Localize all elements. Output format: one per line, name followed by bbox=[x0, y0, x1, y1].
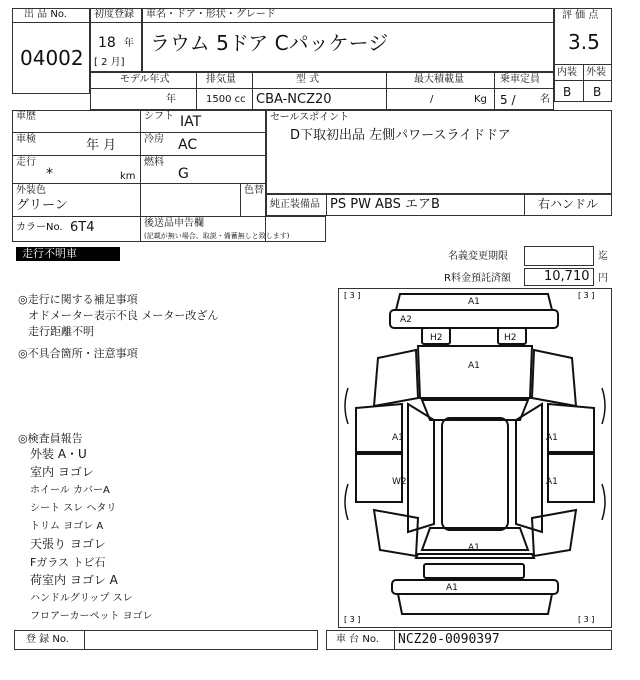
equipment-label: 純正装備品 bbox=[270, 199, 320, 210]
displacement-value: 1500 cc bbox=[206, 94, 246, 105]
damage-diagram bbox=[338, 288, 612, 628]
max-load-label: 最大積載量 bbox=[414, 74, 464, 85]
corner-label: [ 3 ] bbox=[344, 615, 361, 624]
damage-mark: H2 bbox=[430, 333, 443, 343]
damage-mark: W2 bbox=[392, 477, 407, 487]
color-change-label: 色替 bbox=[244, 185, 264, 196]
capacity-label: 乗車定員 bbox=[500, 74, 540, 85]
score-value: 3.5 bbox=[568, 30, 600, 54]
registration-label: 登 録 No. bbox=[26, 634, 69, 645]
first-reg-month: [ 2 月] bbox=[94, 57, 125, 68]
shift-value: IAT bbox=[180, 114, 202, 130]
recycle-value: 10,710 bbox=[544, 269, 590, 284]
sales-point-text: D下取初出品 左側パワースライドドア bbox=[290, 128, 511, 143]
recycle-unit: 円 bbox=[598, 273, 608, 284]
mileage-unit: km bbox=[120, 171, 136, 182]
type-label: 型 式 bbox=[296, 74, 320, 85]
docs-label: 後送品申告欄 bbox=[144, 218, 204, 229]
color-no-value: 6T4 bbox=[70, 220, 95, 235]
interior-grade: B bbox=[563, 85, 572, 99]
first-reg-label: 初度登録 bbox=[94, 9, 134, 20]
mileage-note-1: オドメーター表示不良 メーター改ざん bbox=[28, 309, 219, 322]
fuel-value: G bbox=[178, 166, 189, 182]
exterior-label: 外装 bbox=[586, 67, 606, 78]
damage-mark: H2 bbox=[504, 333, 517, 343]
type-value: CBA-NCZ20 bbox=[256, 92, 332, 107]
damage-mark: A1 bbox=[546, 433, 558, 443]
inspector-line: シート スレ ヘタリ bbox=[30, 503, 117, 514]
inspector-line: Fガラス トビ石 bbox=[30, 556, 106, 569]
inspector-line: 室内 ヨゴレ bbox=[30, 465, 94, 479]
inspector-line: 荷室内 ヨゴレ A bbox=[30, 573, 118, 587]
inspector-line: ハンドルグリップ スレ bbox=[30, 593, 133, 604]
corner-label: [ 3 ] bbox=[578, 291, 595, 300]
damage-mark: A1 bbox=[392, 433, 404, 443]
inspection-value: 年 月 bbox=[86, 138, 117, 153]
corner-label: [ 3 ] bbox=[578, 615, 595, 624]
corner-label: [ 3 ] bbox=[344, 291, 361, 300]
damage-mark: A1 bbox=[446, 583, 458, 593]
model-year-label: モデル年式 bbox=[120, 74, 170, 85]
inspector-line: ホイール カバーA bbox=[30, 485, 110, 496]
inspection-label: 車検 bbox=[16, 134, 36, 145]
model-year-unit: 年 bbox=[166, 94, 176, 105]
mileage-notes-title: ◎走行に関する補足事項 bbox=[18, 293, 138, 306]
ac-label: 冷房 bbox=[144, 134, 164, 145]
mileage-label: 走行 bbox=[16, 157, 36, 168]
docs-note: (記載が無い場合、取説・備蓄無しと致します) bbox=[144, 232, 290, 240]
mileage-unknown-badge: 走行不明車 bbox=[16, 247, 120, 261]
inspector-line: フロアーカーペット ヨゴレ bbox=[30, 611, 153, 622]
interior-label: 内装 bbox=[557, 67, 577, 78]
name-change-label: 名義変更期限 bbox=[448, 251, 508, 262]
chassis-label: 車 台 No. bbox=[336, 634, 379, 645]
displacement-label: 排気量 bbox=[206, 74, 236, 85]
score-label: 評 価 点 bbox=[562, 10, 599, 21]
steering-value: 右ハンドル bbox=[538, 197, 599, 211]
chassis-value: NCZ20-0090397 bbox=[398, 632, 500, 647]
mileage-note-2: 走行距離不明 bbox=[28, 325, 94, 338]
shift-label: シフト bbox=[144, 111, 174, 122]
ac-value: AC bbox=[178, 137, 198, 153]
car-name: ラウム 5ドア Cパッケージ bbox=[150, 31, 389, 55]
lot-number: 04002 bbox=[20, 46, 84, 70]
damage-mark: A1 bbox=[468, 297, 480, 307]
capacity-unit: 名 bbox=[540, 94, 550, 105]
inspector-title: ◎検査員報告 bbox=[18, 432, 83, 445]
damage-mark: A2 bbox=[400, 315, 412, 325]
year-unit: 年 bbox=[124, 38, 134, 49]
damage-mark: A1 bbox=[546, 477, 558, 487]
color-no-label: カラーNo. bbox=[16, 222, 63, 233]
exterior-color-value: グリーン bbox=[16, 198, 68, 213]
equipment-value: PS PW ABS エアB bbox=[330, 197, 440, 212]
name-change-field bbox=[524, 246, 594, 266]
recycle-label: R料金預託済額 bbox=[444, 273, 511, 284]
capacity-value: 5 / bbox=[500, 93, 516, 107]
mileage-value: * bbox=[46, 166, 53, 182]
max-load-value: / bbox=[430, 94, 434, 105]
sales-point-label: セールスポイント bbox=[270, 112, 350, 123]
fuel-label: 燃料 bbox=[144, 157, 164, 168]
lot-label: 出 品 No. bbox=[24, 9, 67, 20]
history-label: 車歴 bbox=[16, 111, 36, 122]
inspector-line: 天張り ヨゴレ bbox=[30, 537, 106, 551]
first-reg-year: 18 bbox=[98, 35, 116, 51]
car-label: 車名・ドア・形状・グレード bbox=[146, 9, 276, 20]
defects-title: ◎不具合箇所・注意事項 bbox=[18, 347, 138, 360]
load-unit: Kg bbox=[474, 94, 487, 105]
damage-mark: A1 bbox=[468, 543, 480, 553]
exterior-color-label: 外装色 bbox=[16, 185, 46, 196]
inspector-line: トリム ヨゴレ A bbox=[30, 521, 104, 532]
inspector-line: 外装 A・U bbox=[30, 447, 87, 461]
exterior-grade: B bbox=[593, 85, 602, 99]
name-change-unit: 迄 bbox=[598, 251, 608, 262]
damage-mark: A1 bbox=[468, 361, 480, 371]
